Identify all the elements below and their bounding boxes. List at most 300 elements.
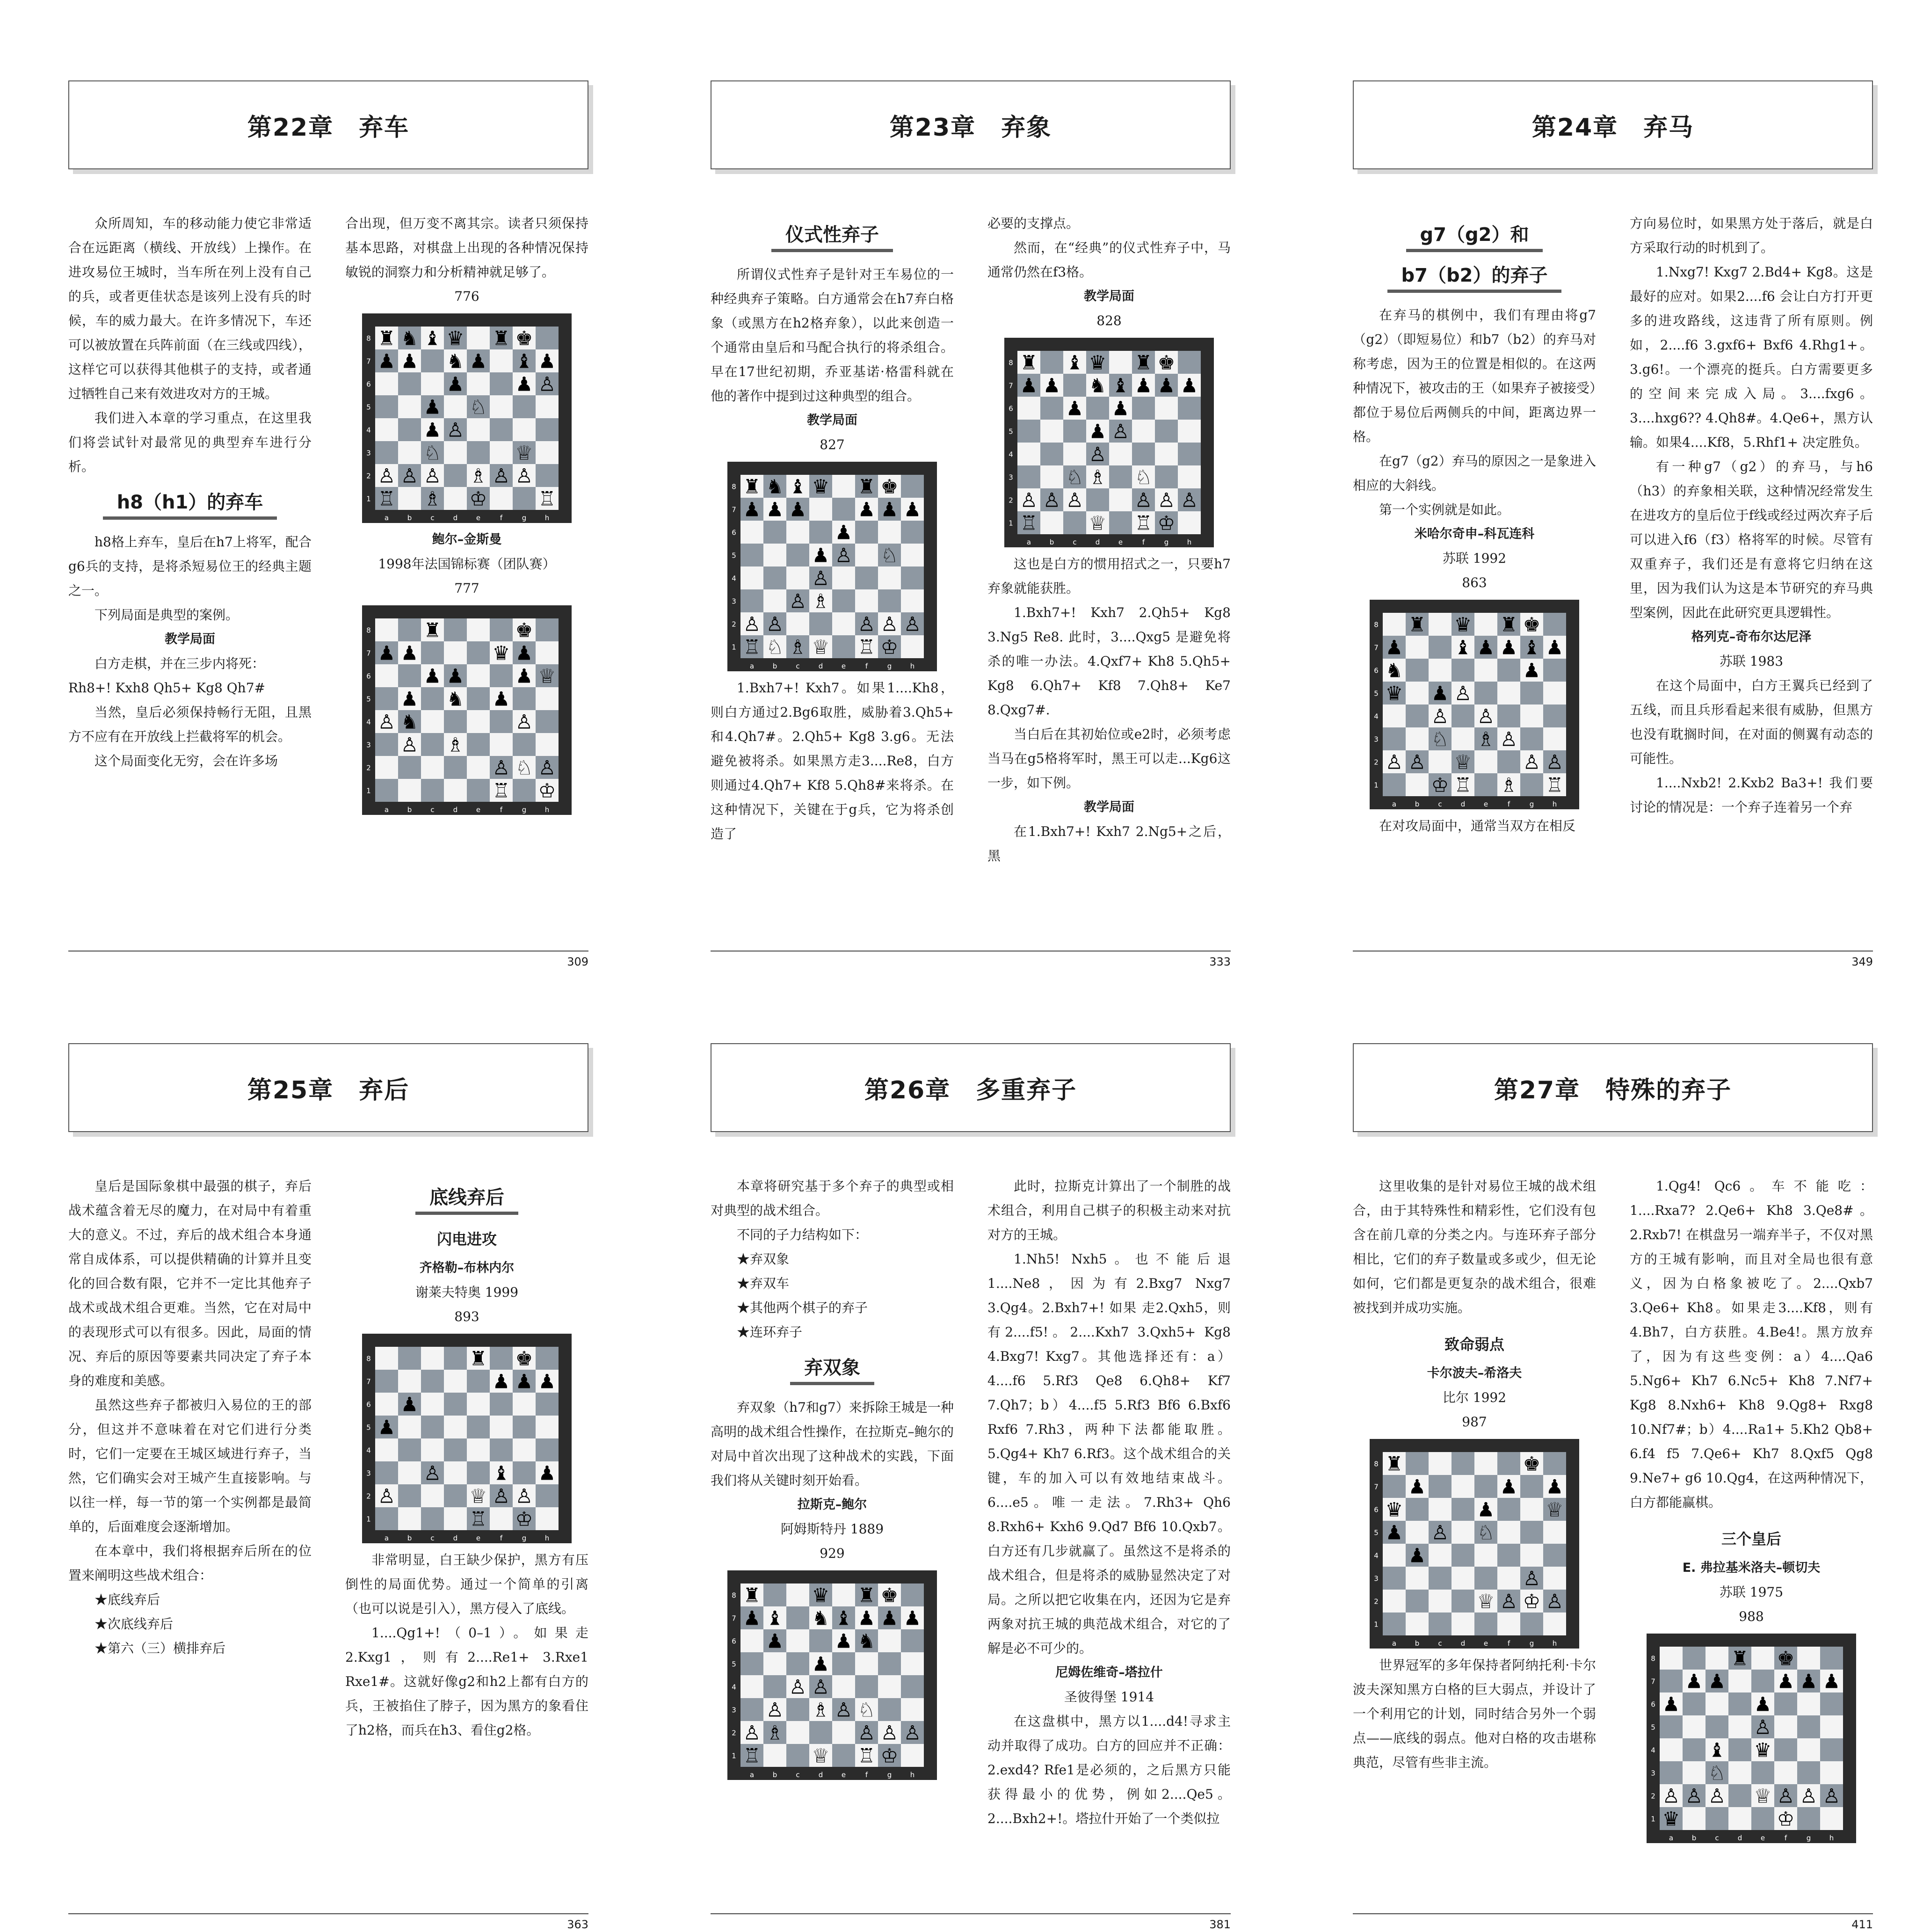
- board-square: [1474, 1475, 1497, 1498]
- black-king-piece: ♚: [880, 1583, 899, 1607]
- black-king-piece: ♚: [1523, 1452, 1541, 1475]
- board-square: [421, 733, 444, 756]
- file-label: c: [430, 1534, 435, 1542]
- chess-diagram: [1370, 600, 1579, 809]
- black-knight-piece: ♞: [446, 687, 464, 711]
- white-pawn-piece: ♙: [1708, 1784, 1726, 1808]
- board-square: [1543, 1521, 1566, 1544]
- rank-label: 6: [1374, 1505, 1379, 1514]
- black-pawn-piece: ♟: [1685, 1670, 1703, 1693]
- board-square: [444, 395, 467, 418]
- board-square: [398, 1370, 421, 1393]
- board-square: [490, 418, 513, 441]
- board-square: [536, 441, 559, 464]
- file-label: e: [1118, 538, 1123, 546]
- board-square: [1751, 1761, 1774, 1784]
- rank-label: 1: [1009, 519, 1013, 528]
- black-bishop-piece: ♝: [1708, 1738, 1726, 1762]
- black-knight-piece: ♞: [1385, 659, 1403, 682]
- board-square: [467, 756, 490, 779]
- right-column: [345, 1174, 588, 1743]
- board-square: [398, 756, 421, 779]
- black-knight-piece: ♞: [400, 710, 419, 734]
- paragraph: 当白后在其初始位或e2时，必须考虑当马在g5格将军时，黑王可以走...Kg6这一步，如下例。: [987, 726, 1231, 791]
- white-rook-piece: ♖: [857, 635, 876, 659]
- white-pawn-piece: ♙: [743, 612, 761, 636]
- white-pawn-piece: ♙: [1754, 1715, 1772, 1739]
- white-rook-piece: ♖: [1454, 773, 1472, 797]
- black-pawn-piece: ♟: [1477, 636, 1495, 659]
- white-pawn-piece: ♙: [1454, 682, 1472, 705]
- right-column: [987, 1174, 1231, 1831]
- board-square: [513, 779, 536, 802]
- paragraph: 1....Nxb2! 2.Kxb2 Ba3+! 我们要讨论的情况是：一个弃子连着另一个弃: [1630, 775, 1873, 815]
- white-rook-piece: ♖: [857, 1744, 876, 1767]
- section-heading: [1353, 222, 1596, 252]
- board-square: [1543, 1567, 1566, 1590]
- board-square: [901, 544, 924, 567]
- white-pawn-piece: ♙: [515, 464, 533, 487]
- board-square: [1406, 727, 1429, 750]
- board-square: [375, 395, 398, 418]
- file-label: b: [772, 662, 777, 670]
- rank-label: 5: [732, 551, 736, 560]
- board-square: [490, 395, 513, 418]
- board-square: [1452, 1452, 1474, 1475]
- board-square: [398, 1484, 421, 1507]
- board-square: [1086, 397, 1109, 420]
- paragraph: 弃双象（h7和g7）来拆除王城是一种高明的战术组合性操作，在拉斯克–鲍尔的对局中首次出现了这种战术的实践，下面我们将从关键时刻开始看。: [711, 1400, 954, 1488]
- board-square: [1683, 1647, 1706, 1670]
- chapter-title: 第26章 多重弃子: [864, 1076, 1077, 1104]
- board-square: [1383, 1612, 1406, 1635]
- rank-label: 7: [1009, 381, 1013, 390]
- white-pawn-piece: ♙: [880, 612, 899, 636]
- rank-label: 1: [1651, 1815, 1655, 1823]
- board-square: [421, 349, 444, 372]
- paragraph: 1.Nh5! Nxh5。也不能后退1....Ne8，因为有2.Bxg7 Nxg7 3.Qg4。2.Bxh7+! 如果 走2.Qxh5，则有2....f5!。2....Kxh7 3.Qxh5+ Kg8 4.Bxg7! Kxg7。其他选择还有：a）4....f6 5.Rf3 Qe8 6.Qh8+ Kf7 7.Qh7；b）4....f5 5.Rf3 Bf6 6.Bxf6 Rxf6 7.Rh3，两种下法都能取胜。5.Qg4+ Kh7 6.Rf3。这个战术组合的关键，车的加入可以有效地结束战斗。6....e5。唯一走法。7.Rh3+ Qh6 8.Rxh6+ Kxh6 9.Qd7 Bf6 10.Qxb7。白方还有几步就赢了。虽然这不是将杀的战术组合，但是将杀的威胁显然决定了对局。之所以把它收集在内，还因为它是弃两象对抗王城的典范战术组合，对它的了解是必不可少的。: [987, 1251, 1231, 1656]
- board-square: [1683, 1715, 1706, 1738]
- centered-text: 阿姆斯特丹 1889: [780, 1521, 884, 1537]
- black-rook-piece: ♜: [377, 327, 396, 350]
- board-square: [878, 1629, 901, 1652]
- board-square: [901, 635, 924, 658]
- paragraph: 在弃马的棋例中，我们有理由将g7（g2）（即短易位）和b7（b2）的弃马对称考虑，因为王的位置是相似的。在这两种情况下，被攻击的王（如果弃子被接受）都位于易位后两侧兵的中间，距离边界一格。: [1353, 307, 1596, 444]
- black-pawn-piece: ♟: [835, 1629, 853, 1653]
- board-square: [398, 618, 421, 641]
- white-pawn-piece: ♙: [1477, 705, 1495, 728]
- file-label: e: [476, 514, 481, 522]
- black-pawn-piece: ♟: [1408, 1544, 1426, 1567]
- board-square: [513, 418, 536, 441]
- white-pawn-piece: ♙: [1777, 1784, 1795, 1808]
- file-label: h: [1552, 800, 1557, 808]
- list-item: ★其他两个棋子的弃子: [737, 1300, 868, 1315]
- board-square: [1497, 682, 1520, 705]
- board-square: [1429, 1475, 1452, 1498]
- paragraph: 有一种g7（g2）的弃马，与h6（h3）的弃象相关联，这种情况经常发生在进攻方的皇后位于f线或经过两次弃子后可以进入f6（f3）格将军的时候。尽管有双重弃子，我们还是有意将它归纳在这里，因为我们认为这是本节研究的弃马典型案例，因此在此研究更具逻辑性。: [1630, 459, 1873, 620]
- board-square: [855, 521, 878, 544]
- board-square: [901, 1744, 924, 1767]
- paragraph: 此时，拉斯克计算出了一个制胜的战术组合，利用自己棋子的积极主动来对抗对方的王城。: [987, 1178, 1231, 1242]
- board-square: [1520, 1475, 1543, 1498]
- board-square: [878, 1652, 901, 1675]
- section-heading: [711, 1355, 954, 1385]
- file-label: e: [1483, 800, 1488, 808]
- board-square: [1706, 1692, 1728, 1715]
- board-square: [467, 441, 490, 464]
- board-square: [444, 1484, 467, 1507]
- rank-label: 4: [366, 1446, 371, 1455]
- centered-text: 828: [1096, 313, 1122, 328]
- black-rook-piece: ♜: [423, 618, 442, 642]
- board-square: [421, 372, 444, 395]
- paragraph: 在g7（g2）弃马的原因之一是象进入相应的大斜线。: [1353, 453, 1596, 493]
- board-square: [740, 1675, 763, 1698]
- board-square: [1520, 1544, 1543, 1567]
- board-square: [855, 544, 878, 567]
- file-label: g: [887, 662, 892, 670]
- black-pawn-piece: ♟: [1523, 659, 1541, 682]
- board-square: [1429, 1612, 1452, 1635]
- black-queen-piece: ♛: [1754, 1738, 1772, 1762]
- paragraph: 虽然这些弃子都被归入易位的王的部分，但这并不意味着在对它们进行分类时，它们一定要在王城区域进行弃子，当然，它们确实会对王城产生直接影响。与以往一样，每一节的第一个实例都是最简单的，后面难度会逐渐增加。: [68, 1397, 312, 1534]
- board-square: [490, 1416, 513, 1438]
- page-6: [1353, 1043, 1873, 1932]
- board-square: [1797, 1761, 1820, 1784]
- board-square: [1155, 443, 1178, 465]
- board-square: [490, 1393, 513, 1416]
- board-square: [536, 327, 559, 349]
- section-heading-text: h8（h1）的弃车: [103, 489, 277, 520]
- rank-label: 1: [732, 1751, 736, 1760]
- section-heading-text: 底线弃后: [415, 1184, 518, 1215]
- white-rook-piece: ♖: [469, 1507, 487, 1531]
- rank-label: 8: [366, 1354, 371, 1363]
- board-square: [421, 1507, 444, 1530]
- black-bishop-piece: ♝: [492, 1461, 510, 1485]
- file-label: g: [887, 1771, 892, 1779]
- board-square: [832, 1721, 855, 1744]
- board-square: [1520, 1612, 1543, 1635]
- black-king-piece: ♚: [880, 475, 899, 498]
- white-pawn-piece: ♙: [1134, 488, 1153, 512]
- black-rook-piece: ♜: [1020, 351, 1038, 374]
- right-column: [1630, 211, 1873, 820]
- paragraph: 本章将研究基于多个弃子的典型或相对典型的战术组合。: [711, 1178, 954, 1218]
- white-pawn-piece: ♙: [1546, 1590, 1564, 1613]
- board-square: [1155, 420, 1178, 443]
- rank-label: 1: [1374, 781, 1379, 790]
- board-square: [1728, 1670, 1751, 1692]
- white-pawn-piece: ♙: [492, 1484, 510, 1508]
- white-bishop-piece: ♗: [1500, 773, 1518, 797]
- board-square: [1063, 443, 1086, 465]
- file-label: g: [1529, 800, 1534, 808]
- board-square: [536, 710, 559, 733]
- file-label: d: [1095, 538, 1100, 546]
- white-king-piece: ♔: [1523, 1590, 1541, 1613]
- rank-label: 5: [732, 1660, 736, 1669]
- centered-text: 圣彼得堡 1914: [1064, 1689, 1154, 1705]
- board-square: [467, 1393, 490, 1416]
- rank-label: 4: [732, 1683, 736, 1692]
- board-square: [1063, 420, 1086, 443]
- board-square: [421, 710, 444, 733]
- white-pawn-piece: ♙: [423, 1461, 442, 1485]
- subheading: 致命弱点: [1444, 1336, 1504, 1353]
- black-bishop-piece: ♝: [766, 1606, 784, 1630]
- board-square: [1109, 443, 1132, 465]
- board-square: [1109, 488, 1132, 511]
- board-square: [398, 395, 421, 418]
- board-square: [1109, 511, 1132, 534]
- black-pawn-piece: ♟: [377, 641, 396, 665]
- white-pawn-piece: ♙: [1523, 1567, 1541, 1590]
- board-square: [786, 1744, 809, 1767]
- board-square: [1452, 1475, 1474, 1498]
- file-label: g: [522, 806, 527, 814]
- board-square: [1474, 1544, 1497, 1567]
- board-square: [832, 567, 855, 589]
- rank-label: 5: [1374, 689, 1379, 698]
- white-rook-piece: ♖: [743, 1744, 761, 1767]
- right-column: [1630, 1174, 1873, 1848]
- chapter-header: [711, 1043, 1231, 1132]
- black-pawn-piece: ♟: [766, 498, 784, 521]
- board-square: [1109, 351, 1132, 374]
- black-pawn-piece: ♟: [1066, 397, 1084, 420]
- list-item: ★底线弃后: [94, 1592, 160, 1607]
- rank-label: 6: [366, 672, 371, 681]
- file-label: h: [544, 1534, 550, 1542]
- board-square: [1474, 613, 1497, 636]
- black-pawn-piece: ♟: [1708, 1670, 1726, 1693]
- black-pawn-piece: ♟: [1546, 636, 1564, 659]
- board-square: [1178, 420, 1201, 443]
- centered-text: 776: [454, 289, 479, 304]
- paragraph: Rh8+! Kxh8 Qh5+ Kg8 Qh7#: [68, 680, 265, 696]
- board-square: [1452, 659, 1474, 682]
- paragraph: 第一个实例就是如此。: [1379, 502, 1510, 517]
- board-square: [444, 779, 467, 802]
- board-square: [444, 487, 467, 510]
- black-pawn-piece: ♟: [789, 498, 807, 521]
- white-pawn-piece: ♙: [1546, 750, 1564, 774]
- board-square: [398, 418, 421, 441]
- black-pawn-piece: ♟: [1043, 374, 1061, 397]
- board-square: [1383, 705, 1406, 727]
- paragraph: 方向易位时，如果黑方处于落后，就是白方采取行动的时机到了。: [1630, 216, 1873, 255]
- board-square: [1820, 1692, 1843, 1715]
- white-rook-piece: ♖: [1546, 773, 1564, 797]
- board-square: [901, 1629, 924, 1652]
- white-knight-piece: ♘: [1066, 465, 1084, 489]
- rank-label: 7: [1651, 1677, 1655, 1686]
- board-square: [1155, 465, 1178, 488]
- file-label: a: [749, 662, 755, 670]
- board-square: [421, 779, 444, 802]
- board-square: [1383, 773, 1406, 796]
- rank-label: 2: [732, 1729, 736, 1737]
- board-square: [1383, 727, 1406, 750]
- file-label: a: [384, 514, 389, 522]
- board-square: [1063, 511, 1086, 534]
- file-label: c: [430, 806, 435, 814]
- board-square: [1728, 1784, 1751, 1807]
- white-rook-piece: ♖: [538, 487, 556, 510]
- board-square: [421, 1347, 444, 1370]
- white-bishop-piece: ♗: [812, 1698, 830, 1721]
- white-pawn-piece: ♙: [400, 733, 419, 756]
- board-square: [1520, 773, 1543, 796]
- rank-label: 5: [1651, 1723, 1655, 1732]
- page-3: [1353, 80, 1873, 969]
- page-1: [68, 80, 588, 969]
- rank-label: 2: [1009, 496, 1013, 505]
- list-item: ★第六（三）横排弃后: [94, 1641, 226, 1656]
- right-column: [987, 211, 1231, 868]
- black-pawn-piece: ♟: [1500, 1475, 1518, 1498]
- file-label: a: [384, 1534, 389, 1542]
- paragraph: 非常明显，白王缺少保护，黑方有压倒性的局面优势。通过一个简单的引离（也可以说是引入），黑方侵入了底线。: [345, 1552, 588, 1616]
- file-label: h: [910, 662, 915, 670]
- rank-label: 4: [1651, 1746, 1655, 1755]
- paragraph: 在1.Bxh7+! Kxh7 2.Ng5+之后，黑: [987, 824, 1231, 864]
- black-queen-piece: ♛: [812, 1583, 830, 1607]
- black-pawn-piece: ♟: [1157, 374, 1176, 397]
- white-pawn-piece: ♙: [1500, 1590, 1518, 1613]
- rank-label: 8: [1374, 1460, 1379, 1468]
- file-label: a: [1392, 1639, 1397, 1648]
- board-square: [467, 1438, 490, 1461]
- centered-text: 苏联 1975: [1719, 1584, 1784, 1600]
- black-knight-piece: ♞: [857, 1629, 876, 1653]
- board-square: [1497, 705, 1520, 727]
- board-square: [878, 521, 901, 544]
- board-square: [1520, 1498, 1543, 1521]
- board-square: [467, 372, 490, 395]
- board-square: [1086, 488, 1109, 511]
- black-queen-piece: ♛: [1089, 351, 1107, 374]
- black-rook-piece: ♜: [1731, 1647, 1749, 1670]
- diagram-caption: 鲍尔–金斯曼: [432, 532, 502, 547]
- board-square: [398, 487, 421, 510]
- black-pawn-piece: ♟: [1431, 682, 1449, 705]
- chapter-title: 第24章 弃马: [1531, 113, 1694, 142]
- board-square: [1774, 1715, 1797, 1738]
- centered-text: 929: [820, 1546, 845, 1561]
- white-king-piece: ♔: [538, 779, 556, 802]
- board-square: [786, 1629, 809, 1652]
- black-king-piece: ♚: [1523, 613, 1541, 636]
- board-square: [809, 1629, 832, 1652]
- board-square: [1683, 1692, 1706, 1715]
- black-rook-piece: ♜: [1500, 613, 1518, 636]
- board-square: [786, 1721, 809, 1744]
- board-square: [1474, 682, 1497, 705]
- board-square: [1520, 1521, 1543, 1544]
- board-square: [421, 1484, 444, 1507]
- left-column: [711, 211, 954, 846]
- board-square: [763, 1675, 786, 1698]
- chess-diagram: [727, 1570, 937, 1780]
- board-square: [786, 1606, 809, 1629]
- board-square: [1728, 1692, 1751, 1715]
- rank-label: 7: [732, 505, 736, 514]
- black-pawn-piece: ♟: [1822, 1670, 1841, 1693]
- black-knight-piece: ♞: [812, 1606, 830, 1630]
- board-square: [398, 441, 421, 464]
- rank-label: 4: [1374, 712, 1379, 721]
- white-king-piece: ♔: [515, 1507, 533, 1531]
- section-heading-text: b7（b2）的弃子: [1387, 262, 1562, 293]
- rank-label: 5: [366, 695, 371, 704]
- board-square: [1132, 420, 1155, 443]
- white-knight-piece: ♘: [1477, 1521, 1495, 1544]
- black-pawn-piece: ♟: [423, 418, 442, 442]
- black-pawn-piece: ♟: [835, 521, 853, 544]
- rank-label: 8: [1651, 1654, 1655, 1663]
- diagram-caption: 拉斯克–鲍尔: [797, 1497, 867, 1512]
- section-heading: [711, 222, 954, 252]
- board-square: [740, 521, 763, 544]
- black-pawn-piece: ♟: [1754, 1692, 1772, 1716]
- board-square: [1429, 613, 1452, 636]
- black-pawn-piece: ♟: [1800, 1670, 1818, 1693]
- board-square: [375, 1438, 398, 1461]
- file-label: f: [865, 1771, 868, 1779]
- board-square: [1406, 1452, 1429, 1475]
- white-pawn-piece: ♙: [492, 464, 510, 487]
- list-item: ★连环弃子: [737, 1324, 803, 1340]
- file-label: e: [841, 662, 846, 670]
- board-square: [490, 733, 513, 756]
- centered-text: 苏联 1983: [1719, 654, 1784, 669]
- board-square: [421, 1416, 444, 1438]
- white-bishop-piece: ♗: [469, 464, 487, 487]
- file-label: d: [1737, 1834, 1742, 1842]
- file-label: f: [1507, 800, 1510, 808]
- board-square: [1683, 1761, 1706, 1784]
- black-pawn-piece: ♟: [766, 1629, 784, 1653]
- black-pawn-piece: ♟: [1662, 1692, 1680, 1716]
- file-label: d: [818, 1771, 823, 1779]
- white-knight-piece: ♘: [1431, 727, 1449, 751]
- white-knight-piece: ♘: [857, 1698, 876, 1721]
- board-square: [1406, 682, 1429, 705]
- page-5: [711, 1043, 1231, 1932]
- board-square: [1452, 1567, 1474, 1590]
- board-square: [444, 441, 467, 464]
- board-square: [1683, 1807, 1706, 1830]
- board-square: [421, 1393, 444, 1416]
- board-square: [467, 327, 490, 349]
- board-square: [1543, 727, 1566, 750]
- board-square: [467, 641, 490, 664]
- file-label: c: [430, 514, 435, 522]
- board-square: [832, 498, 855, 521]
- white-pawn-piece: ♙: [1431, 705, 1449, 728]
- rank-label: 3: [366, 741, 371, 749]
- diagram-caption: 教学局面: [807, 413, 857, 428]
- board-square: [1452, 1521, 1474, 1544]
- page-number: 363: [68, 1913, 588, 1931]
- black-bishop-piece: ♝: [1454, 636, 1472, 659]
- diagram-caption: 米哈尔奇申–科瓦连科: [1414, 527, 1535, 541]
- file-label: c: [1073, 538, 1077, 546]
- white-bishop-piece: ♗: [1089, 465, 1107, 489]
